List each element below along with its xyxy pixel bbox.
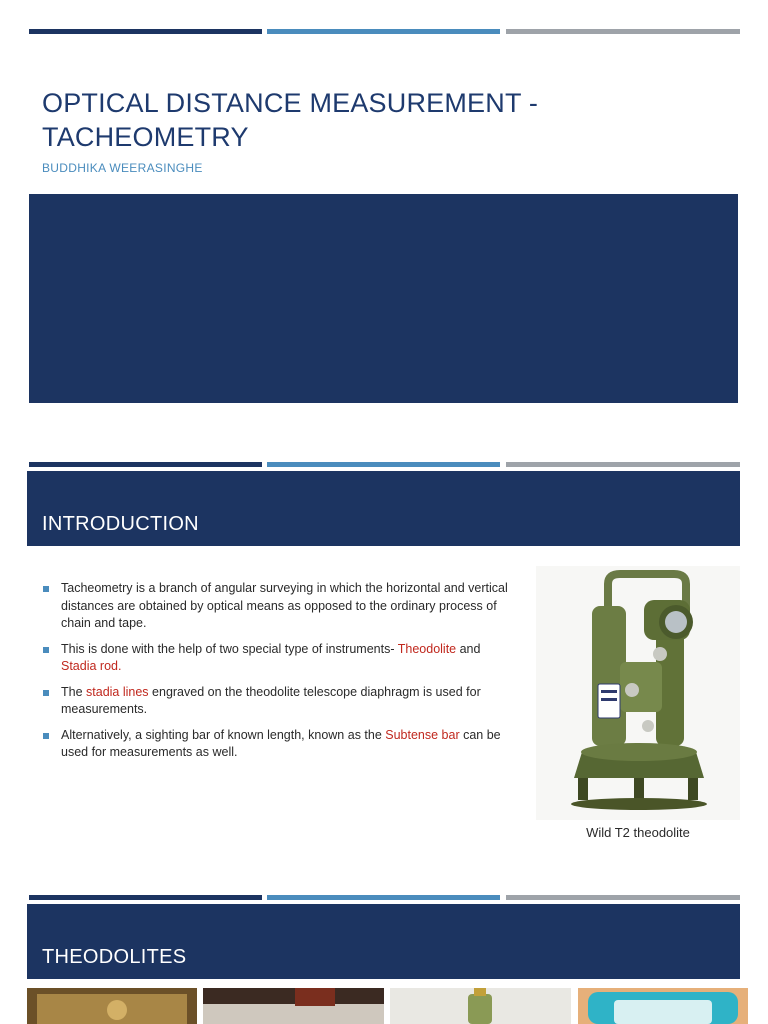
label-line <box>601 698 617 701</box>
theodolite-photo-3 <box>390 988 571 1024</box>
theodolite-photo-4 <box>578 988 748 1024</box>
photo-1-art <box>27 988 197 1024</box>
accent-segment-navy <box>29 29 262 34</box>
slide1-title-banner <box>29 194 738 403</box>
accent-segment-gray <box>506 462 740 467</box>
theodolite-illustration <box>536 566 740 820</box>
theodolite-photo-2 <box>203 988 384 1024</box>
foot-screw <box>688 778 698 800</box>
slide3-accent-bar <box>29 895 740 900</box>
knob <box>653 647 667 661</box>
intro-bullet-list <box>42 580 517 770</box>
intro-bullet-4 <box>42 727 517 762</box>
bullet-text: Tacheometry is a branch of angular surveying in which the horizontal and vertical distances are obtained by optical means as opposed to the ordinary process of chain and tape. <box>61 581 508 630</box>
bullet-text: can be used for measurements as well. <box>61 727 501 759</box>
bullet-text: This is done with the help of two special type of instruments- <box>61 641 398 656</box>
accent-segment-navy <box>29 462 262 467</box>
background-object <box>295 988 335 1006</box>
objective-lens <box>665 611 687 633</box>
theodolite-photo-1 <box>27 988 197 1024</box>
knob <box>625 683 639 697</box>
accent-segment-gray <box>506 895 740 900</box>
intro-bullet-3 <box>42 684 517 719</box>
slide3-heading: THEODOLITES <box>42 946 187 968</box>
highlight-stadia-lines: stadia lines <box>86 684 149 699</box>
slide2-accent-bar <box>29 462 740 467</box>
accent-segment-blue <box>267 895 500 900</box>
photo-4-art <box>578 988 748 1024</box>
highlight-stadia-rod: Stadia rod. <box>61 659 122 673</box>
accent-segment-gray <box>506 29 740 34</box>
bullet-text: and <box>456 641 481 656</box>
image-caption: Wild T2 theodolite <box>586 825 690 840</box>
slide2-heading: INTRODUCTION <box>42 513 199 535</box>
label-line <box>601 690 617 693</box>
intro-bullet-2 <box>42 641 517 676</box>
theodolite-photo <box>536 566 740 820</box>
table-surface <box>203 1004 384 1024</box>
accent-segment-navy <box>29 895 262 900</box>
knob <box>642 720 654 732</box>
highlight-subtense-bar: Subtense bar <box>385 727 460 742</box>
foot-screw <box>578 778 588 800</box>
bullet-text: engraved on the theodolite telescope diaphragm is used for measurements. <box>61 684 481 716</box>
accent-segment-blue <box>267 29 500 34</box>
slide1-author: BUDDHIKA WEERASINGHE <box>42 161 203 175</box>
brass-ring <box>107 1000 127 1020</box>
slide1-title: OPTICAL DISTANCE MEASUREMENT - TACHEOMETRY <box>42 88 539 152</box>
intro-bullet-1 <box>42 580 517 633</box>
slide1-accent-bar <box>29 29 740 34</box>
instrument-top <box>468 994 492 1024</box>
instrument-window <box>614 1000 712 1024</box>
tribrach-plate <box>571 798 707 810</box>
accent-segment-blue <box>267 462 500 467</box>
photo-3-art <box>390 988 571 1024</box>
base-top <box>581 743 697 761</box>
bullet-text: Alternatively, a sighting bar of known length, known as the <box>61 727 386 742</box>
instrument-knob <box>474 988 486 996</box>
bullet-text: The <box>61 684 87 699</box>
photo-2-art <box>203 988 384 1024</box>
highlight-theodolite: Theodolite <box>397 641 457 656</box>
